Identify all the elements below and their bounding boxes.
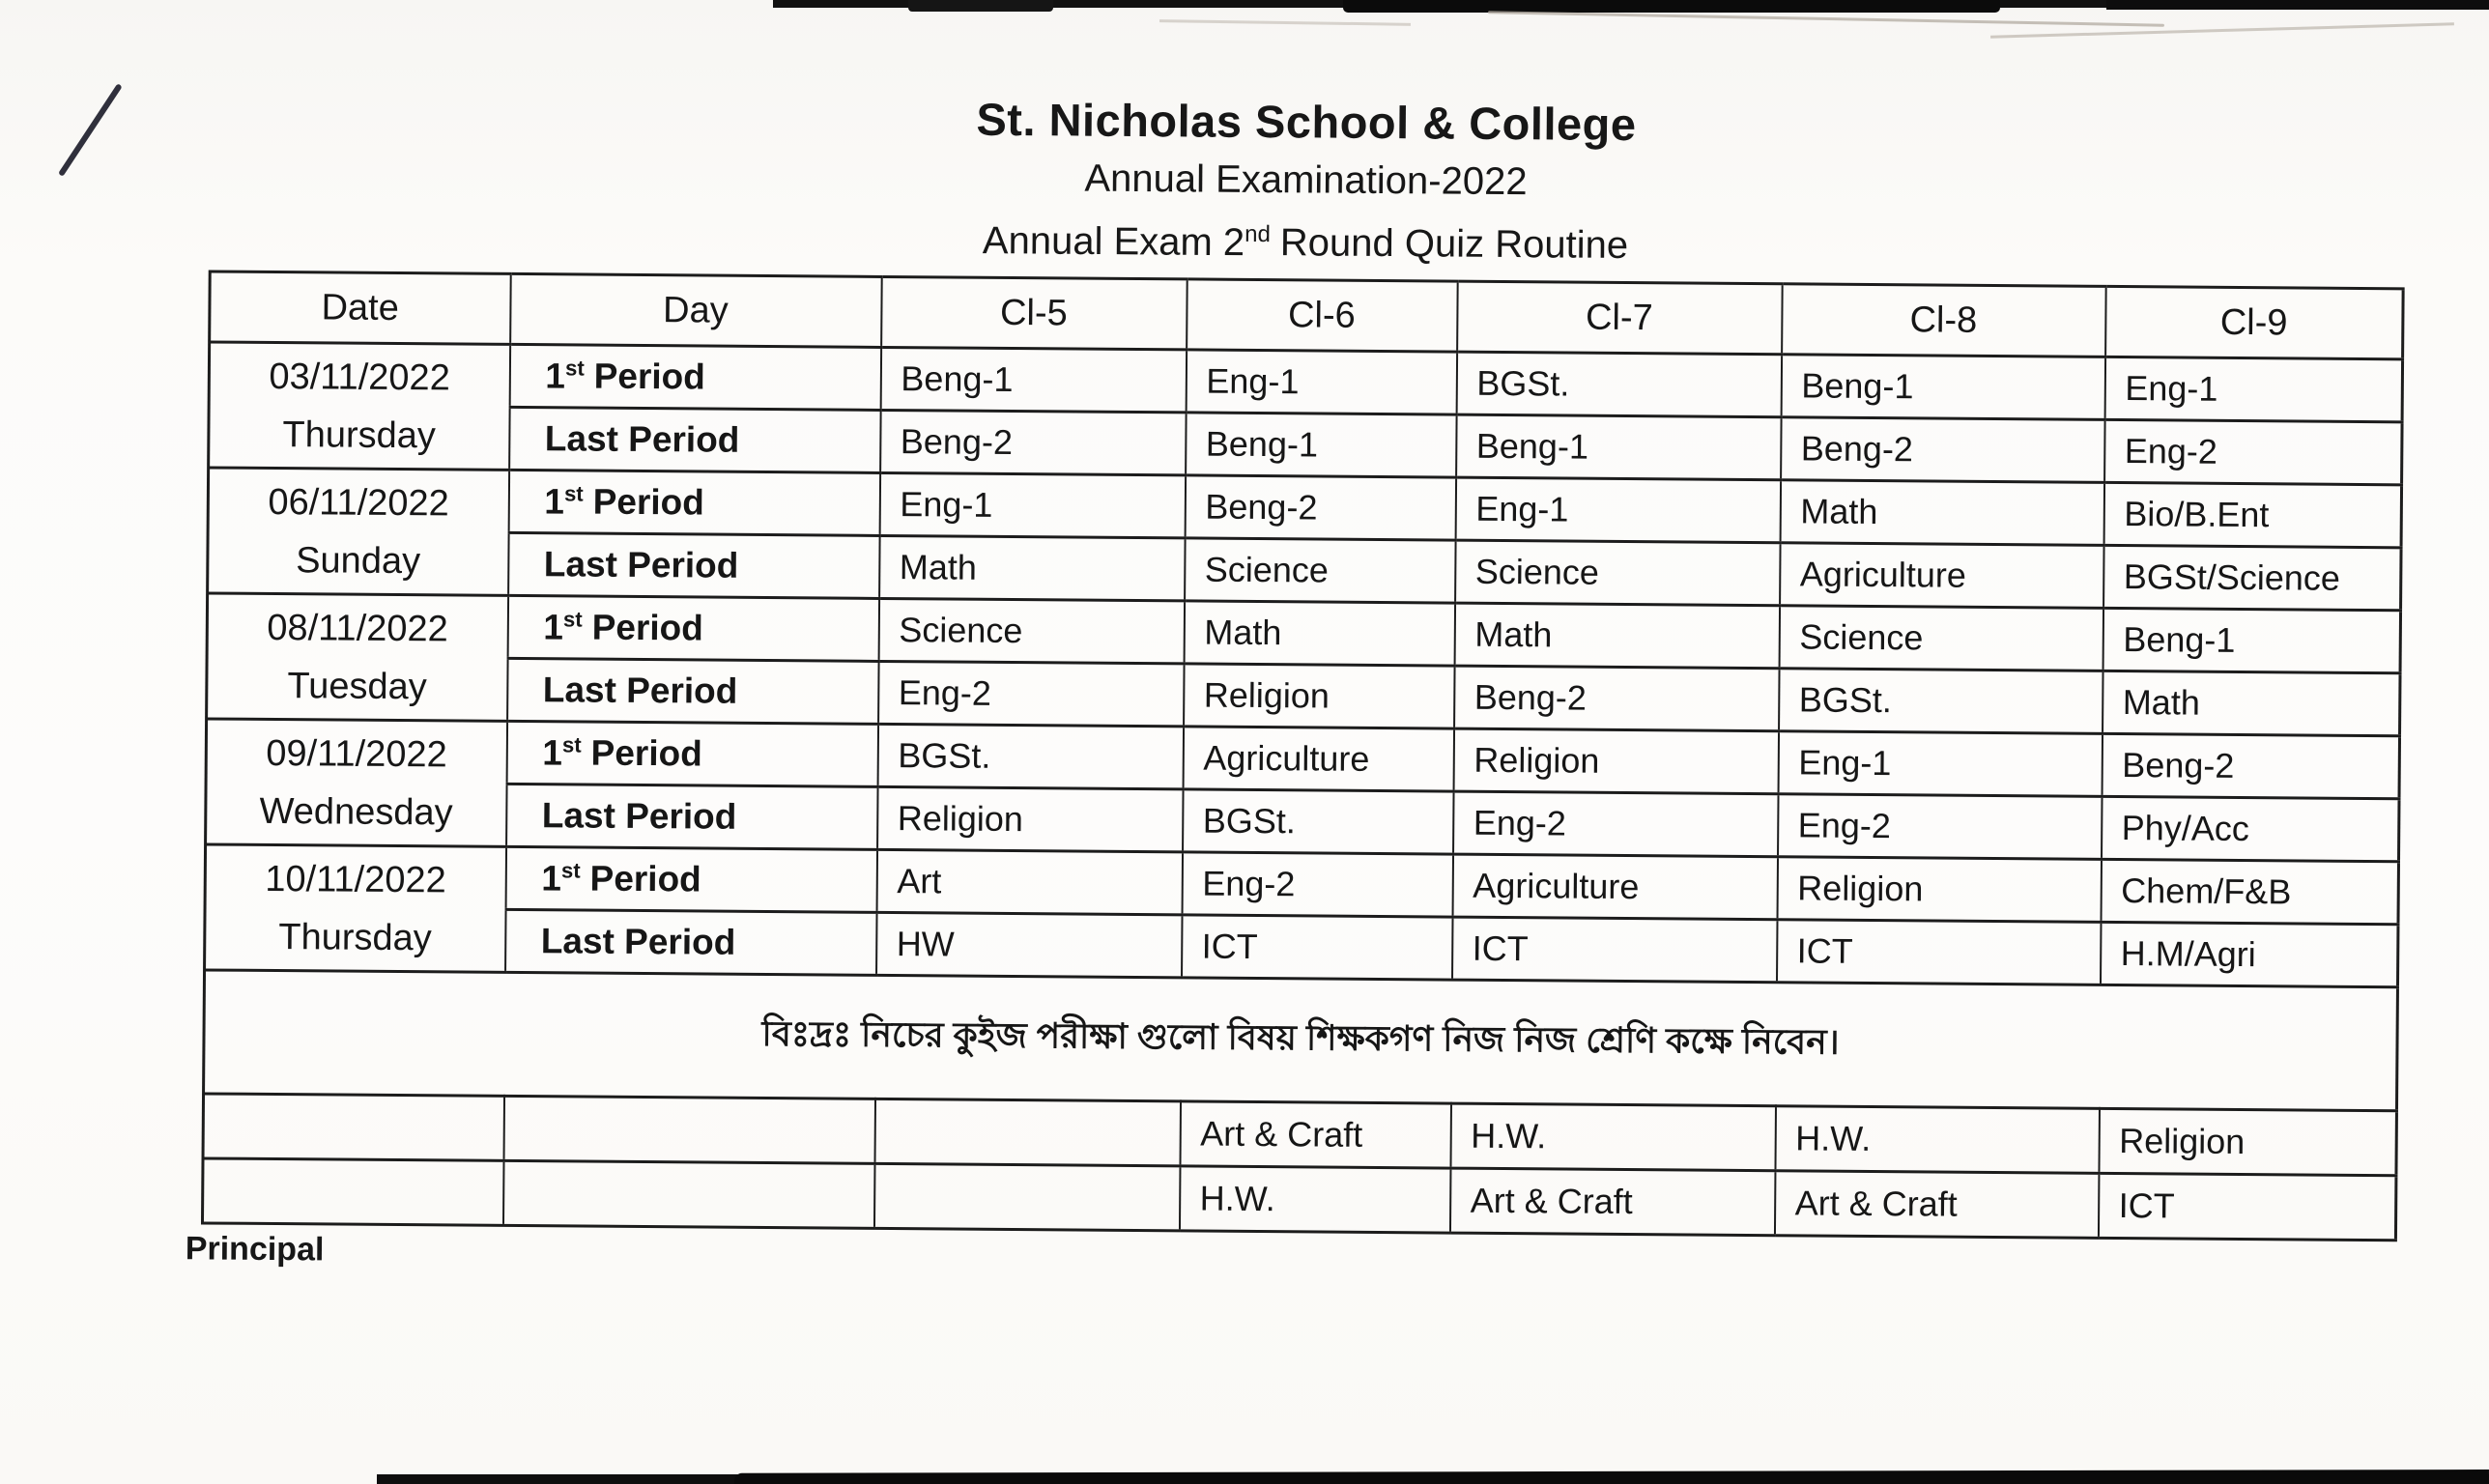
date-value: 09/11/2022 (266, 732, 447, 775)
subject-cell: Art (876, 849, 1183, 914)
subject-cell: Eng-2 (878, 661, 1185, 726)
subject-cell: Beng-1 (1186, 413, 1457, 477)
subject-cell: Agriculture (1183, 727, 1454, 791)
quiz-cell (203, 1094, 504, 1160)
exam-title: Annual Examination-2022 (1084, 157, 1528, 204)
subject-cell: Math (2103, 671, 2401, 735)
subject-cell: Eng-2 (1182, 852, 1453, 917)
period-word: Period (592, 481, 704, 523)
quiz-cell (873, 1163, 1180, 1230)
subject-cell: Religion (1777, 857, 2102, 923)
subject-cell: Math (1184, 601, 1455, 666)
subject-cell: Beng-2 (880, 410, 1187, 474)
scan-artifact-bottom (734, 1470, 2489, 1484)
date-cell (208, 468, 509, 595)
quiz-cell: Art & Craft (1449, 1168, 1775, 1236)
routine-title-prefix: Annual Exam 2 (982, 219, 1245, 265)
date-cell (209, 342, 510, 470)
first-period-label (507, 595, 878, 661)
subject-cell: Religion (1184, 664, 1455, 728)
day-value: Thursday (282, 414, 437, 456)
quiz-cell: Art & Craft (1180, 1101, 1451, 1168)
subject-cell: Phy/Acc (2102, 796, 2400, 861)
document-header (209, 82, 2403, 278)
first-period-label (506, 721, 877, 786)
date-cell (207, 593, 508, 721)
quiz-cell: H.W. (1179, 1166, 1450, 1233)
scan-artifact-top (908, 0, 1053, 12)
subject-cell: ICT (1777, 920, 2102, 985)
subject-cell: BGSt. (1456, 352, 1782, 417)
subject-cell: Beng-1 (1456, 414, 1782, 480)
subject-cell: Religion (877, 786, 1184, 851)
period-num: 1 (543, 607, 564, 647)
subject-cell: Beng-2 (1454, 666, 1780, 731)
quiz-cell (502, 1160, 874, 1228)
subject-cell: Beng-1 (2103, 608, 2401, 672)
period-num: 1 (544, 481, 565, 522)
header-cl6: Cl-6 (1187, 279, 1458, 352)
last-period-label: Last Period (509, 407, 880, 472)
scan-artifact-top (2106, 0, 2489, 10)
subject-cell: Agriculture (1452, 854, 1778, 920)
day-value: Wednesday (259, 790, 453, 833)
subject-cell: Math (879, 535, 1186, 600)
subject-cell: Beng-1 (1781, 355, 2105, 420)
header-cl7: Cl-7 (1457, 281, 1783, 355)
period-word: Period (590, 732, 702, 774)
note-row (204, 970, 2398, 1111)
subject-cell: Math (1780, 480, 2104, 546)
subject-cell: Beng-2 (2102, 733, 2400, 798)
pen-slash-mark (58, 83, 123, 177)
date-cell (206, 719, 507, 846)
principal-label: Principal (185, 1230, 325, 1269)
header-date: Date (210, 271, 511, 344)
subject-cell: Bio/B.Ent (2103, 482, 2402, 547)
date-value: 08/11/2022 (267, 607, 448, 649)
subject-cell: BGSt. (1779, 669, 2103, 734)
period-ordinal: st (562, 607, 583, 632)
quiz-cell (874, 1099, 1181, 1165)
quiz-cell: Art & Craft (1774, 1171, 2099, 1239)
subject-cell: Eng-2 (1453, 791, 1779, 857)
subject-cell: Religion (1453, 728, 1779, 794)
last-period-label: Last Period (505, 909, 876, 975)
subject-cell: Science (1185, 538, 1456, 603)
subject-cell: Eng-2 (1778, 794, 2103, 860)
period-num: 1 (545, 356, 566, 396)
subject-cell: BGSt. (877, 724, 1184, 788)
first-period-label (508, 470, 879, 535)
scan-artifact-top (1343, 0, 2000, 13)
subject-cell: Science (1779, 606, 2103, 671)
subject-cell: BGSt. (1183, 789, 1454, 854)
first-period-label (509, 344, 880, 410)
period-num: 1 (542, 732, 563, 773)
subject-cell: HW (876, 912, 1183, 977)
subject-cell: Beng-2 (1781, 417, 2105, 483)
quiz-cell: ICT (2098, 1173, 2396, 1240)
quiz-cell (202, 1158, 503, 1225)
quiz-cell: H.W. (1775, 1106, 2100, 1174)
subject-cell: Eng-1 (1455, 477, 1781, 543)
subject-cell: Eng-1 (2104, 357, 2403, 421)
subject-cell: Beng-2 (1185, 475, 1456, 540)
quiz-cell (503, 1096, 875, 1163)
period-num: 1 (541, 858, 562, 899)
subject-cell: ICT (1452, 917, 1778, 983)
quiz-cell: H.W. (1450, 1103, 1776, 1171)
period-word: Period (589, 858, 701, 899)
subject-cell: Agriculture (1780, 543, 2104, 609)
date-value: 10/11/2022 (265, 858, 446, 900)
subject-cell: Beng-1 (880, 347, 1187, 412)
last-period-label: Last Period (506, 784, 877, 849)
quiz-cell: Religion (2099, 1108, 2397, 1175)
last-period-label: Last Period (507, 658, 878, 724)
subject-cell: BGSt/Science (2103, 545, 2402, 610)
note-text: বিঃদ্রঃ নিচের কুইজ পরীক্ষা গুলো বিষয় শিক্ষকগণ নিজ নিজ শ্রেণি কক্ষে নিবেন। (204, 970, 2398, 1111)
subject-cell: Eng-1 (879, 472, 1186, 537)
header-cl9: Cl-9 (2105, 286, 2404, 358)
subject-cell: Chem/F&B (2101, 859, 2399, 924)
header-cl5: Cl-5 (881, 276, 1187, 349)
day-value: Tuesday (287, 665, 427, 707)
period-ordinal: st (563, 481, 584, 506)
header-day: Day (510, 273, 882, 347)
period-word: Period (591, 607, 703, 648)
subject-cell: Eng-2 (2104, 419, 2403, 484)
period-ordinal: st (564, 356, 585, 381)
first-period-label (505, 846, 876, 912)
routine-title-suffix: Round Quiz Routine (1279, 221, 1629, 268)
last-period-label: Last Period (508, 532, 879, 598)
day-value: Thursday (278, 916, 432, 958)
date-value: 03/11/2022 (269, 356, 450, 398)
subject-cell: Science (878, 598, 1185, 663)
subject-cell: ICT (1182, 915, 1453, 980)
day-value: Sunday (296, 539, 421, 582)
routine-title-ordinal: nd (1244, 220, 1272, 248)
period-ordinal: st (560, 858, 581, 883)
period-ordinal: st (561, 732, 582, 757)
subject-cell: Eng-1 (1186, 350, 1457, 414)
school-name: St. Nicholas School & College (976, 93, 1637, 151)
header-cl8: Cl-8 (1782, 284, 2106, 357)
subject-cell: Math (1454, 603, 1780, 669)
period-word: Period (593, 356, 706, 397)
subject-cell: H.M/Agri (2100, 922, 2398, 986)
subject-cell: Eng-1 (1778, 731, 2103, 797)
subject-cell: Science (1455, 540, 1781, 606)
date-value: 06/11/2022 (268, 481, 449, 524)
exam-routine-table (201, 270, 2405, 1241)
date-cell (205, 844, 506, 972)
